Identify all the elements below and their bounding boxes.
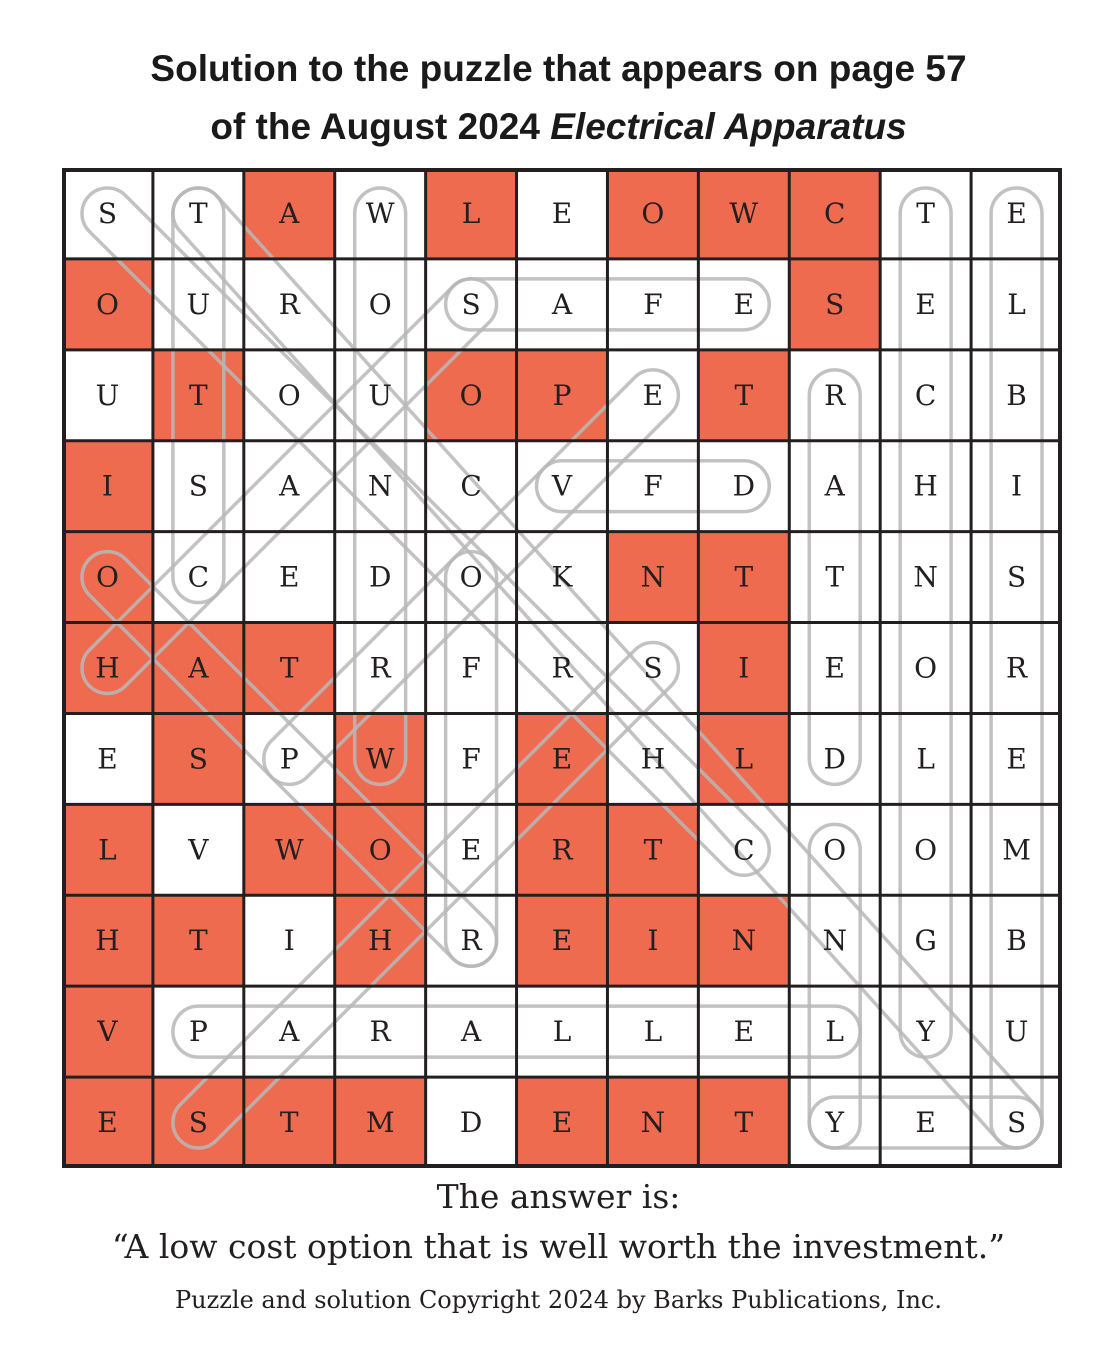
grid-letter: Y (916, 1015, 935, 1049)
grid-letter: W (365, 742, 395, 776)
grid-letter: E (1006, 196, 1027, 230)
grid-letter: A (279, 196, 300, 230)
grid-letter: F (461, 651, 481, 685)
grid-letter: O (95, 560, 119, 594)
grid-letter: N (640, 1106, 666, 1140)
title-line-2-prefix: of the August 2024 (210, 106, 551, 147)
grid-letter: E (551, 196, 573, 230)
grid-letter: H (95, 924, 120, 958)
grid-letter: E (551, 924, 573, 958)
grid-letter: E (279, 560, 300, 594)
grid-letter: R (460, 924, 482, 958)
grid-letter: H (640, 742, 666, 776)
grid-letter: H (913, 469, 938, 503)
grid-letter: S (188, 742, 208, 776)
grid-letter: E (733, 287, 755, 321)
grid-letter: C (187, 560, 210, 594)
grid-letter: R (369, 651, 391, 685)
grid-letter: L (461, 196, 481, 230)
grid-letter: S (461, 287, 481, 321)
grid-letter: O (277, 378, 301, 412)
grid-letter: E (733, 1015, 755, 1049)
grid-letter: R (278, 287, 300, 321)
grid-letter: E (915, 1106, 936, 1140)
grid-letter: I (647, 924, 659, 958)
word-search-grid (62, 168, 1062, 1168)
grid-letter: D (459, 1106, 483, 1140)
grid-letter: T (189, 924, 208, 958)
grid-letter: N (640, 560, 666, 594)
grid-letter: N (822, 924, 847, 958)
grid-letter: T (189, 378, 208, 412)
grid-letter: B (1006, 378, 1027, 412)
grid-letter: S (1006, 560, 1027, 594)
grid-letter: D (368, 560, 392, 594)
grid-letter: F (461, 742, 481, 776)
grid-letter: U (186, 287, 211, 321)
grid-letter: E (460, 833, 482, 867)
grid-letter: S (1006, 1106, 1027, 1140)
grid-letter: S (643, 651, 663, 685)
grid-letter: N (731, 924, 757, 958)
grid-letter: E (551, 1106, 573, 1140)
grid-letter: R (1005, 651, 1028, 685)
grid-letter: O (368, 287, 392, 321)
grid-letter: V (188, 833, 209, 867)
grid-letter: I (101, 469, 113, 503)
grid-letter: O (823, 833, 847, 867)
grid-letter: O (641, 196, 665, 230)
grid-letter: S (188, 469, 208, 503)
grid-letter: W (274, 833, 304, 867)
grid-letter: O (914, 833, 938, 867)
grid-letter: I (283, 924, 295, 958)
grid-letter: R (551, 651, 573, 685)
grid-letter: B (1006, 924, 1027, 958)
grid-letter: C (460, 469, 482, 503)
grid-letter: E (97, 742, 118, 776)
grid-letter: E (97, 1106, 118, 1140)
grid-letter: T (734, 378, 754, 412)
grid-letter: A (460, 1015, 482, 1049)
grid-letter: I (1011, 469, 1023, 503)
grid-letter: C (824, 196, 846, 230)
grid-letter: D (823, 742, 846, 776)
grid-letter: A (824, 469, 845, 503)
grid-letter: H (95, 651, 120, 685)
grid-letter: A (279, 469, 300, 503)
grid-letter: T (643, 833, 663, 867)
grid-letter: T (734, 560, 754, 594)
grid-letter: W (729, 196, 759, 230)
grid-letter: P (188, 1015, 208, 1049)
grid-letter: A (551, 287, 573, 321)
grid-letter: F (643, 469, 663, 503)
copyright-notice: Puzzle and solution Copyright 2024 by Barks Publications, Inc. (175, 1286, 942, 1314)
grid-letter: I (738, 651, 750, 685)
grid-letter: R (824, 378, 846, 412)
grid-letter: C (733, 833, 755, 867)
magazine-name: Electrical Apparatus (550, 106, 907, 147)
grid-letter: L (552, 1015, 572, 1049)
grid-letter: R (369, 1015, 391, 1049)
grid-letter: L (1007, 287, 1026, 321)
answer-text: “A low cost option that is well worth the investment.” (111, 1227, 1006, 1266)
grid-letter: Y (825, 1106, 844, 1140)
title-line-1: Solution to the puzzle that appears on page 57 (150, 48, 967, 89)
grid-letter: O (459, 378, 483, 412)
grid-letter: O (95, 287, 119, 321)
grid-letter: D (732, 469, 756, 503)
grid-letter: E (915, 287, 936, 321)
grid-letter: T (279, 1106, 299, 1140)
grid-letter: T (916, 196, 935, 230)
grid-letter: L (734, 742, 754, 776)
grid-letter: O (914, 651, 938, 685)
grid-letter: O (459, 560, 483, 594)
grid-svg (62, 168, 1062, 1168)
grid-letter: T (279, 651, 299, 685)
grid-letter: V (551, 469, 573, 503)
grid-letter: V (97, 1015, 118, 1049)
grid-letter: U (95, 378, 120, 412)
grid-letter: S (188, 1106, 208, 1140)
grid-letter: G (914, 924, 937, 958)
page-title (0, 40, 1117, 156)
grid-letter: L (825, 1015, 845, 1049)
grid-letter: E (551, 742, 573, 776)
grid-letter: W (365, 196, 395, 230)
grid-letter: S (825, 287, 845, 321)
grid-letter: L (643, 1015, 663, 1049)
grid-letter: F (643, 287, 663, 321)
grid-letter: N (913, 560, 938, 594)
grid-letter: M (1002, 833, 1031, 867)
grid-letter: L (98, 833, 117, 867)
grid-letter: T (189, 196, 208, 230)
grid-letter: S (97, 196, 118, 230)
grid-letter: C (914, 378, 937, 412)
grid-letter: E (1006, 742, 1027, 776)
grid-letter: K (551, 560, 573, 594)
grid-letter: N (367, 469, 393, 503)
grid-letter: M (365, 1106, 395, 1140)
grid-letter: E (642, 378, 664, 412)
title-line-2 (0, 98, 1117, 156)
grid-letter: L (916, 742, 935, 776)
grid-letter: A (279, 1015, 300, 1049)
grid-letter: H (367, 924, 393, 958)
grid-letter: A (188, 651, 209, 685)
grid-letter: U (1004, 1015, 1029, 1049)
grid-letter: T (734, 1106, 754, 1140)
grid-letter: R (551, 833, 573, 867)
grid-letter: O (368, 833, 392, 867)
answer-label: The answer is: (436, 1177, 681, 1216)
grid-letter: U (368, 378, 392, 412)
grid-letter: P (279, 742, 299, 776)
grid-letter: P (552, 378, 572, 412)
grid-letter: T (825, 560, 845, 594)
grid-letter: E (824, 651, 845, 685)
